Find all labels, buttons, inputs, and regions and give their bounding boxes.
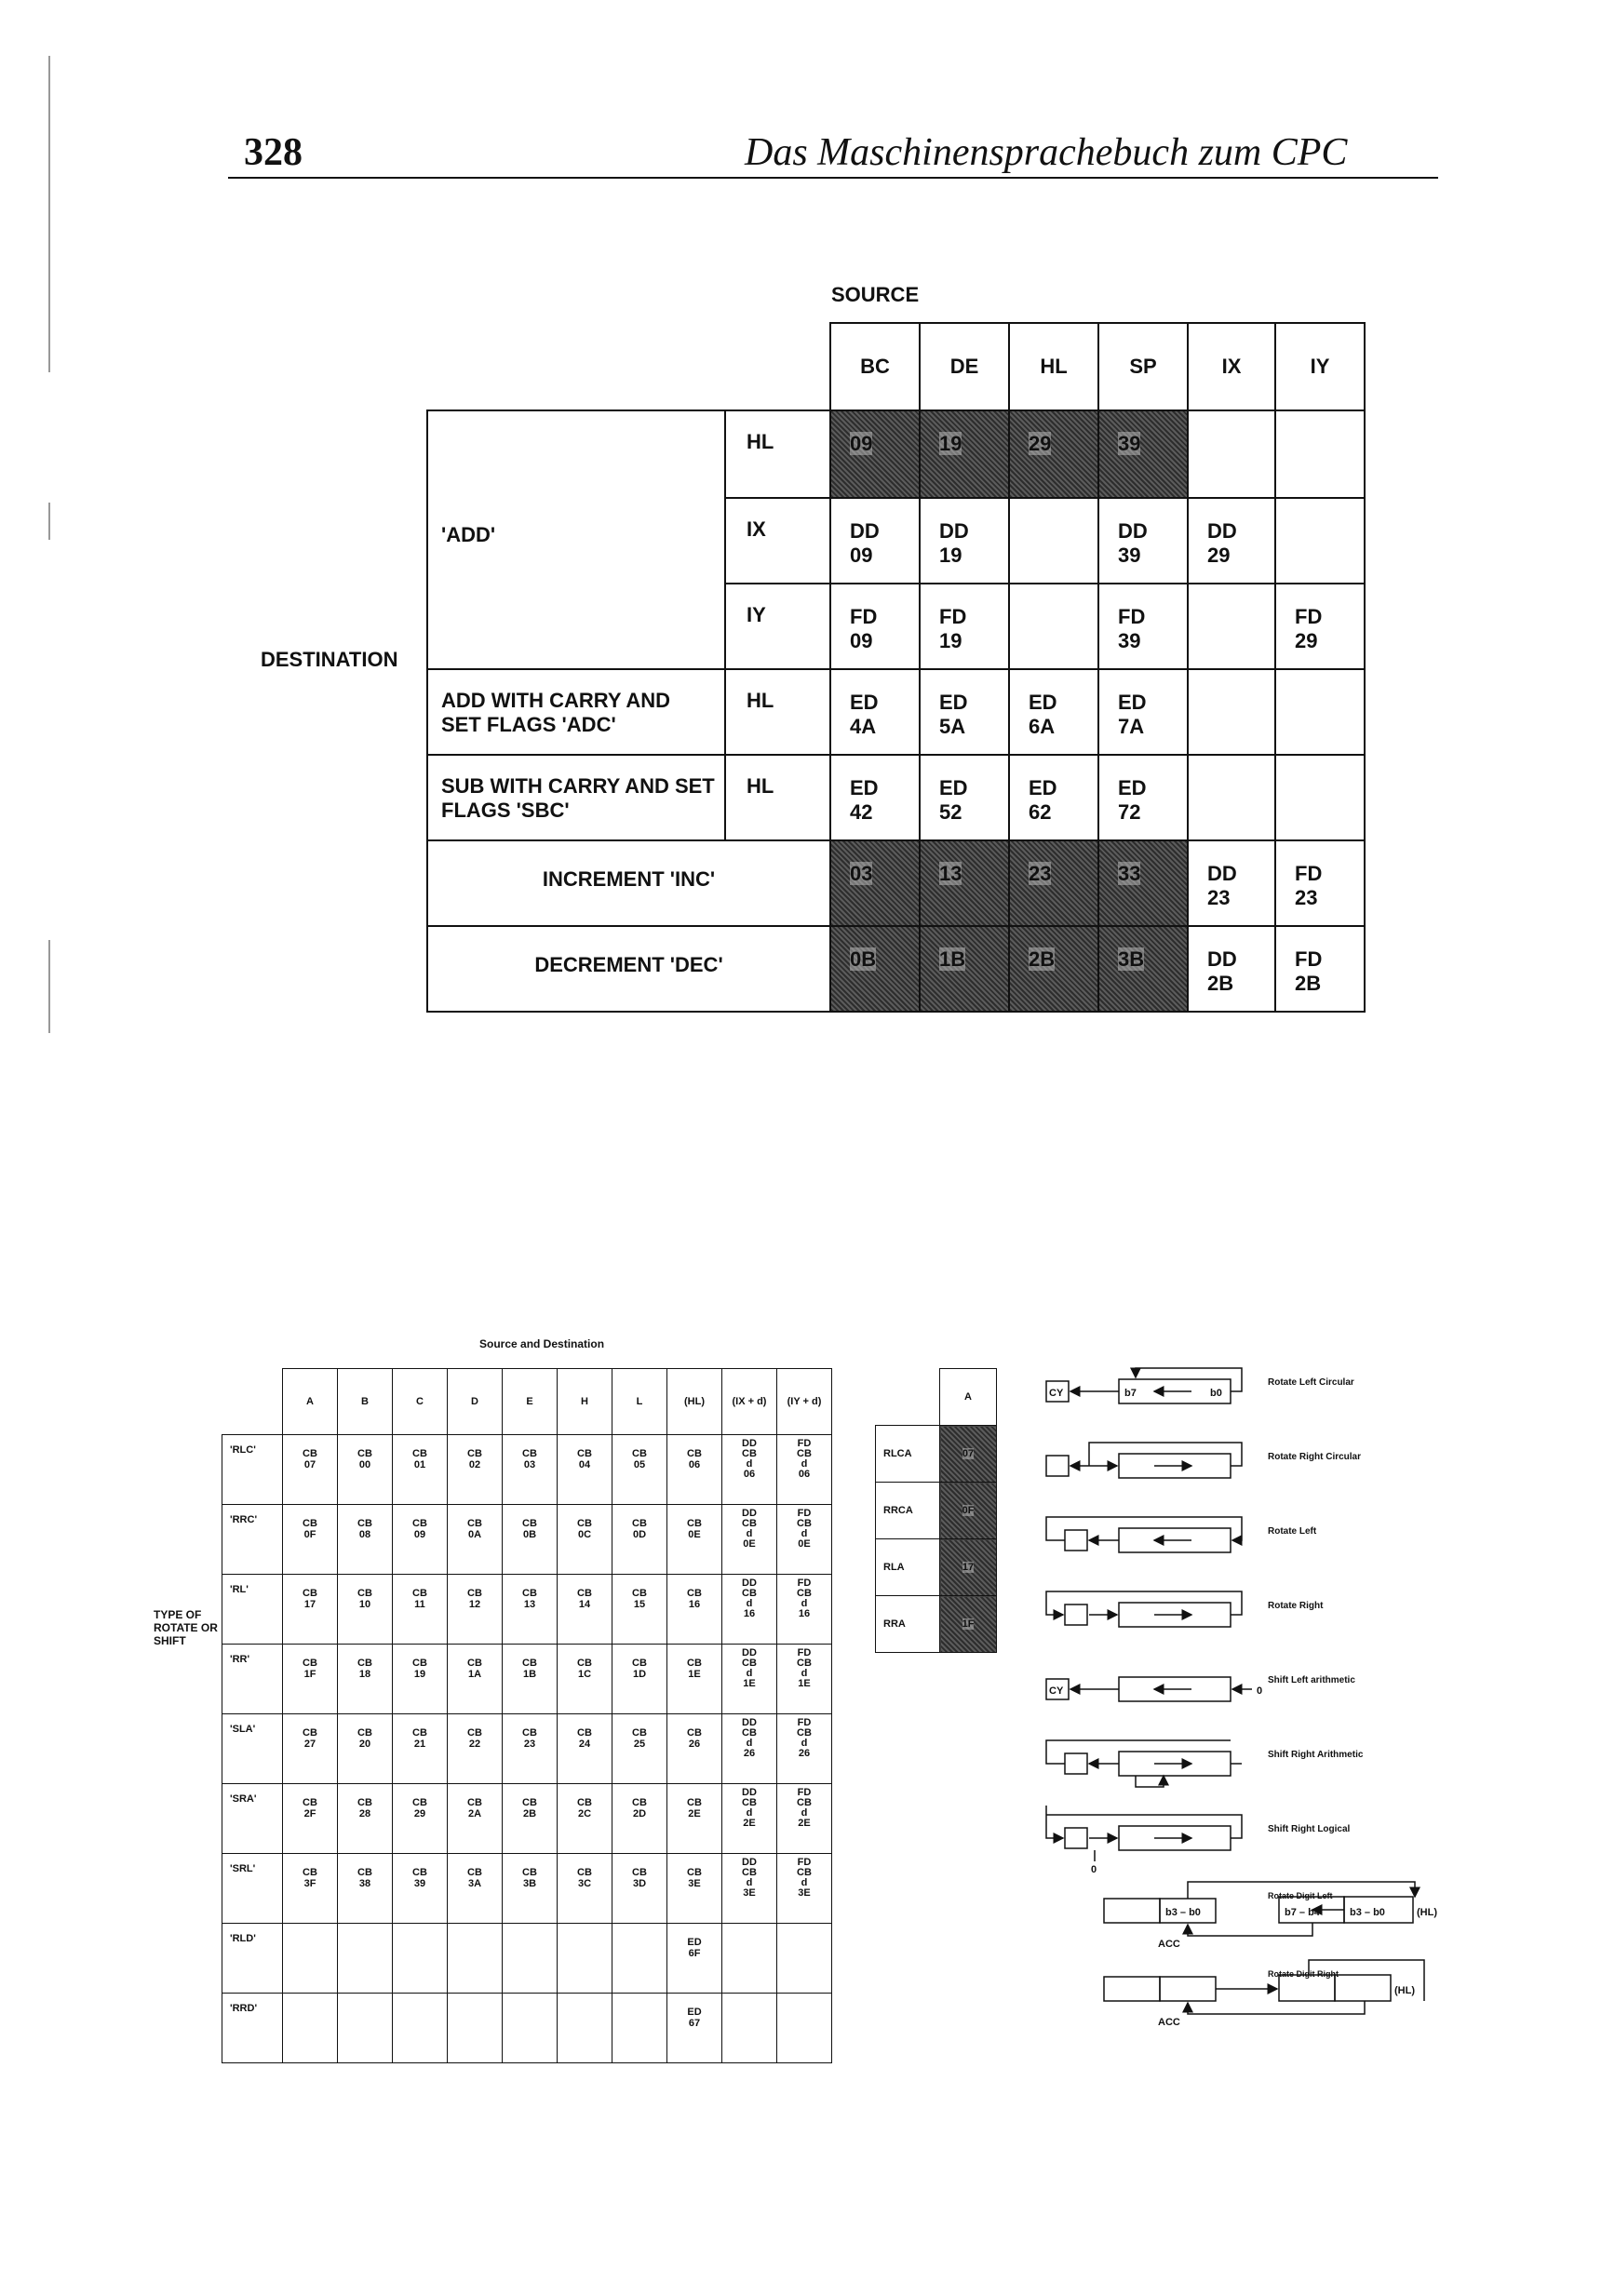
cell: CB 2F xyxy=(283,1783,338,1853)
col-header: A xyxy=(940,1369,997,1426)
cell: CB 00 xyxy=(338,1434,393,1504)
cell xyxy=(503,1993,558,2062)
col-header: D xyxy=(448,1369,503,1435)
diagram-caption: Rotate Right xyxy=(1268,1601,1324,1611)
cell xyxy=(777,1923,832,1993)
cell xyxy=(558,1993,612,2062)
col-header: IY xyxy=(1275,323,1365,410)
type-label: TYPE OF ROTATE OR SHIFT xyxy=(154,1608,218,1647)
cell: 03 xyxy=(830,840,920,926)
cell: ED 7A xyxy=(1098,669,1188,755)
cell: ED 6A xyxy=(1009,669,1098,755)
hl-label: (HL) xyxy=(1417,1907,1437,1918)
col-header: A xyxy=(283,1369,338,1435)
cell: CB 01 xyxy=(393,1434,448,1504)
cell: CB 0E xyxy=(667,1504,722,1574)
cell: DD CB d 0E xyxy=(722,1504,777,1574)
cell xyxy=(1188,584,1275,669)
cell: 1B xyxy=(920,926,1009,1012)
cell: DD CB d 3E xyxy=(722,1853,777,1923)
cell xyxy=(612,1993,667,2062)
cell: CB 1D xyxy=(612,1644,667,1713)
row-label: RRA xyxy=(876,1596,940,1653)
zero-label: 0 xyxy=(1257,1685,1263,1697)
acc-label: ACC xyxy=(1158,1939,1180,1950)
cell: CB 24 xyxy=(558,1713,612,1783)
cell: CB 25 xyxy=(612,1713,667,1783)
cell: FD 19 xyxy=(920,584,1009,669)
cell: 17 xyxy=(940,1539,997,1596)
cell: 09 xyxy=(830,410,920,498)
cell: CB 28 xyxy=(338,1783,393,1853)
cell: CB 1F xyxy=(283,1644,338,1713)
cell xyxy=(503,1923,558,1993)
cell xyxy=(1275,498,1365,584)
cell xyxy=(1009,584,1098,669)
sbc-label: SUB WITH CARRY AND SET FLAGS 'SBC' xyxy=(427,755,725,840)
col-header: H xyxy=(558,1369,612,1435)
cell: 1F xyxy=(940,1596,997,1653)
cell: CB 10 xyxy=(338,1574,393,1644)
cell: FD CB d 3E xyxy=(777,1853,832,1923)
b3b0-label: b3 – b0 xyxy=(1165,1907,1201,1918)
cell xyxy=(1275,755,1365,840)
cell xyxy=(448,1923,503,1993)
cell: CB 2E xyxy=(667,1783,722,1853)
cell: CB 05 xyxy=(612,1434,667,1504)
cell: CB 3E xyxy=(667,1853,722,1923)
cell: DD CB d 06 xyxy=(722,1434,777,1504)
cell: CB 2A xyxy=(448,1783,503,1853)
col-header: C xyxy=(393,1369,448,1435)
scan-artifact xyxy=(48,205,50,372)
cell: 07 xyxy=(940,1426,997,1483)
cell: CB 06 xyxy=(667,1434,722,1504)
cell xyxy=(1009,498,1098,584)
cell: CB 04 xyxy=(558,1434,612,1504)
cell: ED 5A xyxy=(920,669,1009,755)
cell: DD 2B xyxy=(1188,926,1275,1012)
header-rule xyxy=(228,177,1438,179)
diagram-caption: Rotate Right Circular xyxy=(1268,1452,1362,1462)
adc-label: ADD WITH CARRY AND SET FLAGS 'ADC' xyxy=(427,669,725,755)
cell: 13 xyxy=(920,840,1009,926)
cell: CB 13 xyxy=(503,1574,558,1644)
cell: CB 0A xyxy=(448,1504,503,1574)
cy-label: CY xyxy=(1049,1685,1064,1697)
cell: CB 07 xyxy=(283,1434,338,1504)
b0-label: b0 xyxy=(1210,1388,1222,1399)
cell: FD CB d 0E xyxy=(777,1504,832,1574)
cell: ED 52 xyxy=(920,755,1009,840)
cell: CB 15 xyxy=(612,1574,667,1644)
col-header: IX xyxy=(1188,323,1275,410)
cell xyxy=(393,1923,448,1993)
col-header: B xyxy=(338,1369,393,1435)
cell: CB 2B xyxy=(503,1783,558,1853)
cell: 2B xyxy=(1009,926,1098,1012)
cell xyxy=(777,1993,832,2062)
cell: CB 22 xyxy=(448,1713,503,1783)
col-header: (HL) xyxy=(667,1369,722,1435)
cell: CB 2D xyxy=(612,1783,667,1853)
cell xyxy=(1188,410,1275,498)
cell: 29 xyxy=(1009,410,1098,498)
cell xyxy=(1188,669,1275,755)
cell: CB 0D xyxy=(612,1504,667,1574)
row-label: 'RL' xyxy=(222,1574,283,1644)
cell: CB 21 xyxy=(393,1713,448,1783)
reg-ix: IX xyxy=(725,498,830,584)
row-label: RRCA xyxy=(876,1483,940,1539)
cell: 19 xyxy=(920,410,1009,498)
hl-label: (HL) xyxy=(1394,1985,1415,1996)
cell: FD 29 xyxy=(1275,584,1365,669)
cell: CB 29 xyxy=(393,1783,448,1853)
cell xyxy=(612,1923,667,1993)
cell: FD CB d 1E xyxy=(777,1644,832,1713)
diagram-caption: Rotate Digit Right xyxy=(1268,1969,1339,1979)
accumulator-rotate-table xyxy=(875,1368,997,1653)
acc-label: ACC xyxy=(1158,2017,1180,2028)
diagram-caption: Rotate Left Circular xyxy=(1268,1377,1354,1388)
cell: FD 23 xyxy=(1275,840,1365,926)
cell: CB 26 xyxy=(667,1713,722,1783)
row-label: RLA xyxy=(876,1539,940,1596)
cell: CB 19 xyxy=(393,1644,448,1713)
cell: CB 0B xyxy=(503,1504,558,1574)
scan-artifact xyxy=(48,503,50,540)
cell xyxy=(338,1923,393,1993)
cell: ED 6F xyxy=(667,1923,722,1993)
row-label: 'RR' xyxy=(222,1644,283,1713)
rotate-shift-diagrams xyxy=(1033,1359,1499,2028)
add-label: 'ADD' xyxy=(427,410,725,669)
diagram-caption: Shift Left arithmetic xyxy=(1268,1675,1355,1685)
cell: DD 19 xyxy=(920,498,1009,584)
cell: CB 27 xyxy=(283,1713,338,1783)
source-label: SOURCE xyxy=(831,283,920,306)
cell xyxy=(448,1993,503,2062)
reg-hl: HL xyxy=(725,669,830,755)
cell xyxy=(1188,755,1275,840)
cell: CB 3B xyxy=(503,1853,558,1923)
page-number: 328 xyxy=(244,131,303,174)
cy-label: CY xyxy=(1049,1388,1064,1399)
cell xyxy=(722,1993,777,2062)
cell: FD CB d 06 xyxy=(777,1434,832,1504)
cell xyxy=(1275,410,1365,498)
cell: CB 08 xyxy=(338,1504,393,1574)
cell: CB 1A xyxy=(448,1644,503,1713)
col-header: E xyxy=(503,1369,558,1435)
cell: CB 1C xyxy=(558,1644,612,1713)
cell: FD CB d 26 xyxy=(777,1713,832,1783)
reg-hl: HL xyxy=(725,410,830,498)
cell: 0F xyxy=(940,1483,997,1539)
cell: CB 3F xyxy=(283,1853,338,1923)
cell: ED 67 xyxy=(667,1993,722,2062)
row-label: 'RRD' xyxy=(222,1993,283,2062)
cell: 3B xyxy=(1098,926,1188,1012)
b7b4-label: b7 – b4 xyxy=(1285,1907,1320,1918)
col-header: HL xyxy=(1009,323,1098,410)
cell: CB 2C xyxy=(558,1783,612,1853)
reg-hl: HL xyxy=(725,755,830,840)
col-header: (IX + d) xyxy=(722,1369,777,1435)
cell: 23 xyxy=(1009,840,1098,926)
cell: CB 18 xyxy=(338,1644,393,1713)
cell: CB 3A xyxy=(448,1853,503,1923)
book-title: Das Maschinensprachebuch zum CPC xyxy=(745,131,1348,174)
cell xyxy=(1275,669,1365,755)
col-header: BC xyxy=(830,323,920,410)
cell: ED 4A xyxy=(830,669,920,755)
cell: CB 1B xyxy=(503,1644,558,1713)
cell: CB 11 xyxy=(393,1574,448,1644)
reg-iy: IY xyxy=(725,584,830,669)
cell: CB 09 xyxy=(393,1504,448,1574)
cell: CB 12 xyxy=(448,1574,503,1644)
cell: ED 42 xyxy=(830,755,920,840)
cell: 33 xyxy=(1098,840,1188,926)
cell: CB 3C xyxy=(558,1853,612,1923)
col-header: (IY + d) xyxy=(777,1369,832,1435)
cell: FD CB d 2E xyxy=(777,1783,832,1853)
cell: DD CB d 2E xyxy=(722,1783,777,1853)
diagram-caption: Shift Right Arithmetic xyxy=(1268,1750,1364,1760)
row-label: 'RRC' xyxy=(222,1504,283,1574)
cell: DD CB d 16 xyxy=(722,1574,777,1644)
cell xyxy=(558,1923,612,1993)
cell: CB 03 xyxy=(503,1434,558,1504)
cell: CB 02 xyxy=(448,1434,503,1504)
cell: 39 xyxy=(1098,410,1188,498)
cell: CB 20 xyxy=(338,1713,393,1783)
diagram-caption: Rotate Digit Left xyxy=(1268,1891,1333,1900)
cell: DD 23 xyxy=(1188,840,1275,926)
row-label: 'SLA' xyxy=(222,1713,283,1783)
cell: ED 62 xyxy=(1009,755,1098,840)
cell: CB 3D xyxy=(612,1853,667,1923)
cell: FD 09 xyxy=(830,584,920,669)
rotate-shift-table xyxy=(222,1368,832,2063)
cell: FD 2B xyxy=(1275,926,1365,1012)
cell: CB 17 xyxy=(283,1574,338,1644)
cell: CB 0F xyxy=(283,1504,338,1574)
cell: CB 16 xyxy=(667,1574,722,1644)
row-label: 'RLC' xyxy=(222,1434,283,1504)
destination-label: DESTINATION xyxy=(261,648,398,671)
row-label: RLCA xyxy=(876,1426,940,1483)
cell: CB 0C xyxy=(558,1504,612,1574)
cell: CB 1E xyxy=(667,1644,722,1713)
cell: 0B xyxy=(830,926,920,1012)
cell: DD CB d 26 xyxy=(722,1713,777,1783)
cell: FD 39 xyxy=(1098,584,1188,669)
b3b0-label: b3 – b0 xyxy=(1350,1907,1385,1918)
cell: FD CB d 16 xyxy=(777,1574,832,1644)
col-header: DE xyxy=(920,323,1009,410)
row-label: 'RLD' xyxy=(222,1923,283,1993)
scan-artifact xyxy=(48,56,50,205)
cell xyxy=(393,1993,448,2062)
cell: CB 39 xyxy=(393,1853,448,1923)
cell xyxy=(283,1993,338,2062)
cell: DD 29 xyxy=(1188,498,1275,584)
cell xyxy=(722,1923,777,1993)
cell: DD CB d 1E xyxy=(722,1644,777,1713)
zero-label: 0 xyxy=(1091,1864,1097,1875)
arith-16bit-table xyxy=(426,322,1366,1013)
cell: DD 39 xyxy=(1098,498,1188,584)
cell xyxy=(283,1923,338,1993)
cell xyxy=(338,1993,393,2062)
cell: DD 09 xyxy=(830,498,920,584)
inc-label: INCREMENT 'INC' xyxy=(427,840,830,926)
diagram-caption: Shift Right Logical xyxy=(1268,1824,1351,1834)
b7-label: b7 xyxy=(1124,1388,1137,1399)
row-label: 'SRA' xyxy=(222,1783,283,1853)
cell: CB 38 xyxy=(338,1853,393,1923)
row-label: 'SRL' xyxy=(222,1853,283,1923)
scan-artifact xyxy=(48,940,50,1033)
dec-label: DECREMENT 'DEC' xyxy=(427,926,830,1012)
col-header: SP xyxy=(1098,323,1188,410)
cell: CB 23 xyxy=(503,1713,558,1783)
cell: ED 72 xyxy=(1098,755,1188,840)
table2-title: Source and Destination xyxy=(479,1337,605,1350)
col-header: L xyxy=(612,1369,667,1435)
cell: CB 14 xyxy=(558,1574,612,1644)
diagram-caption: Rotate Left xyxy=(1268,1526,1317,1537)
